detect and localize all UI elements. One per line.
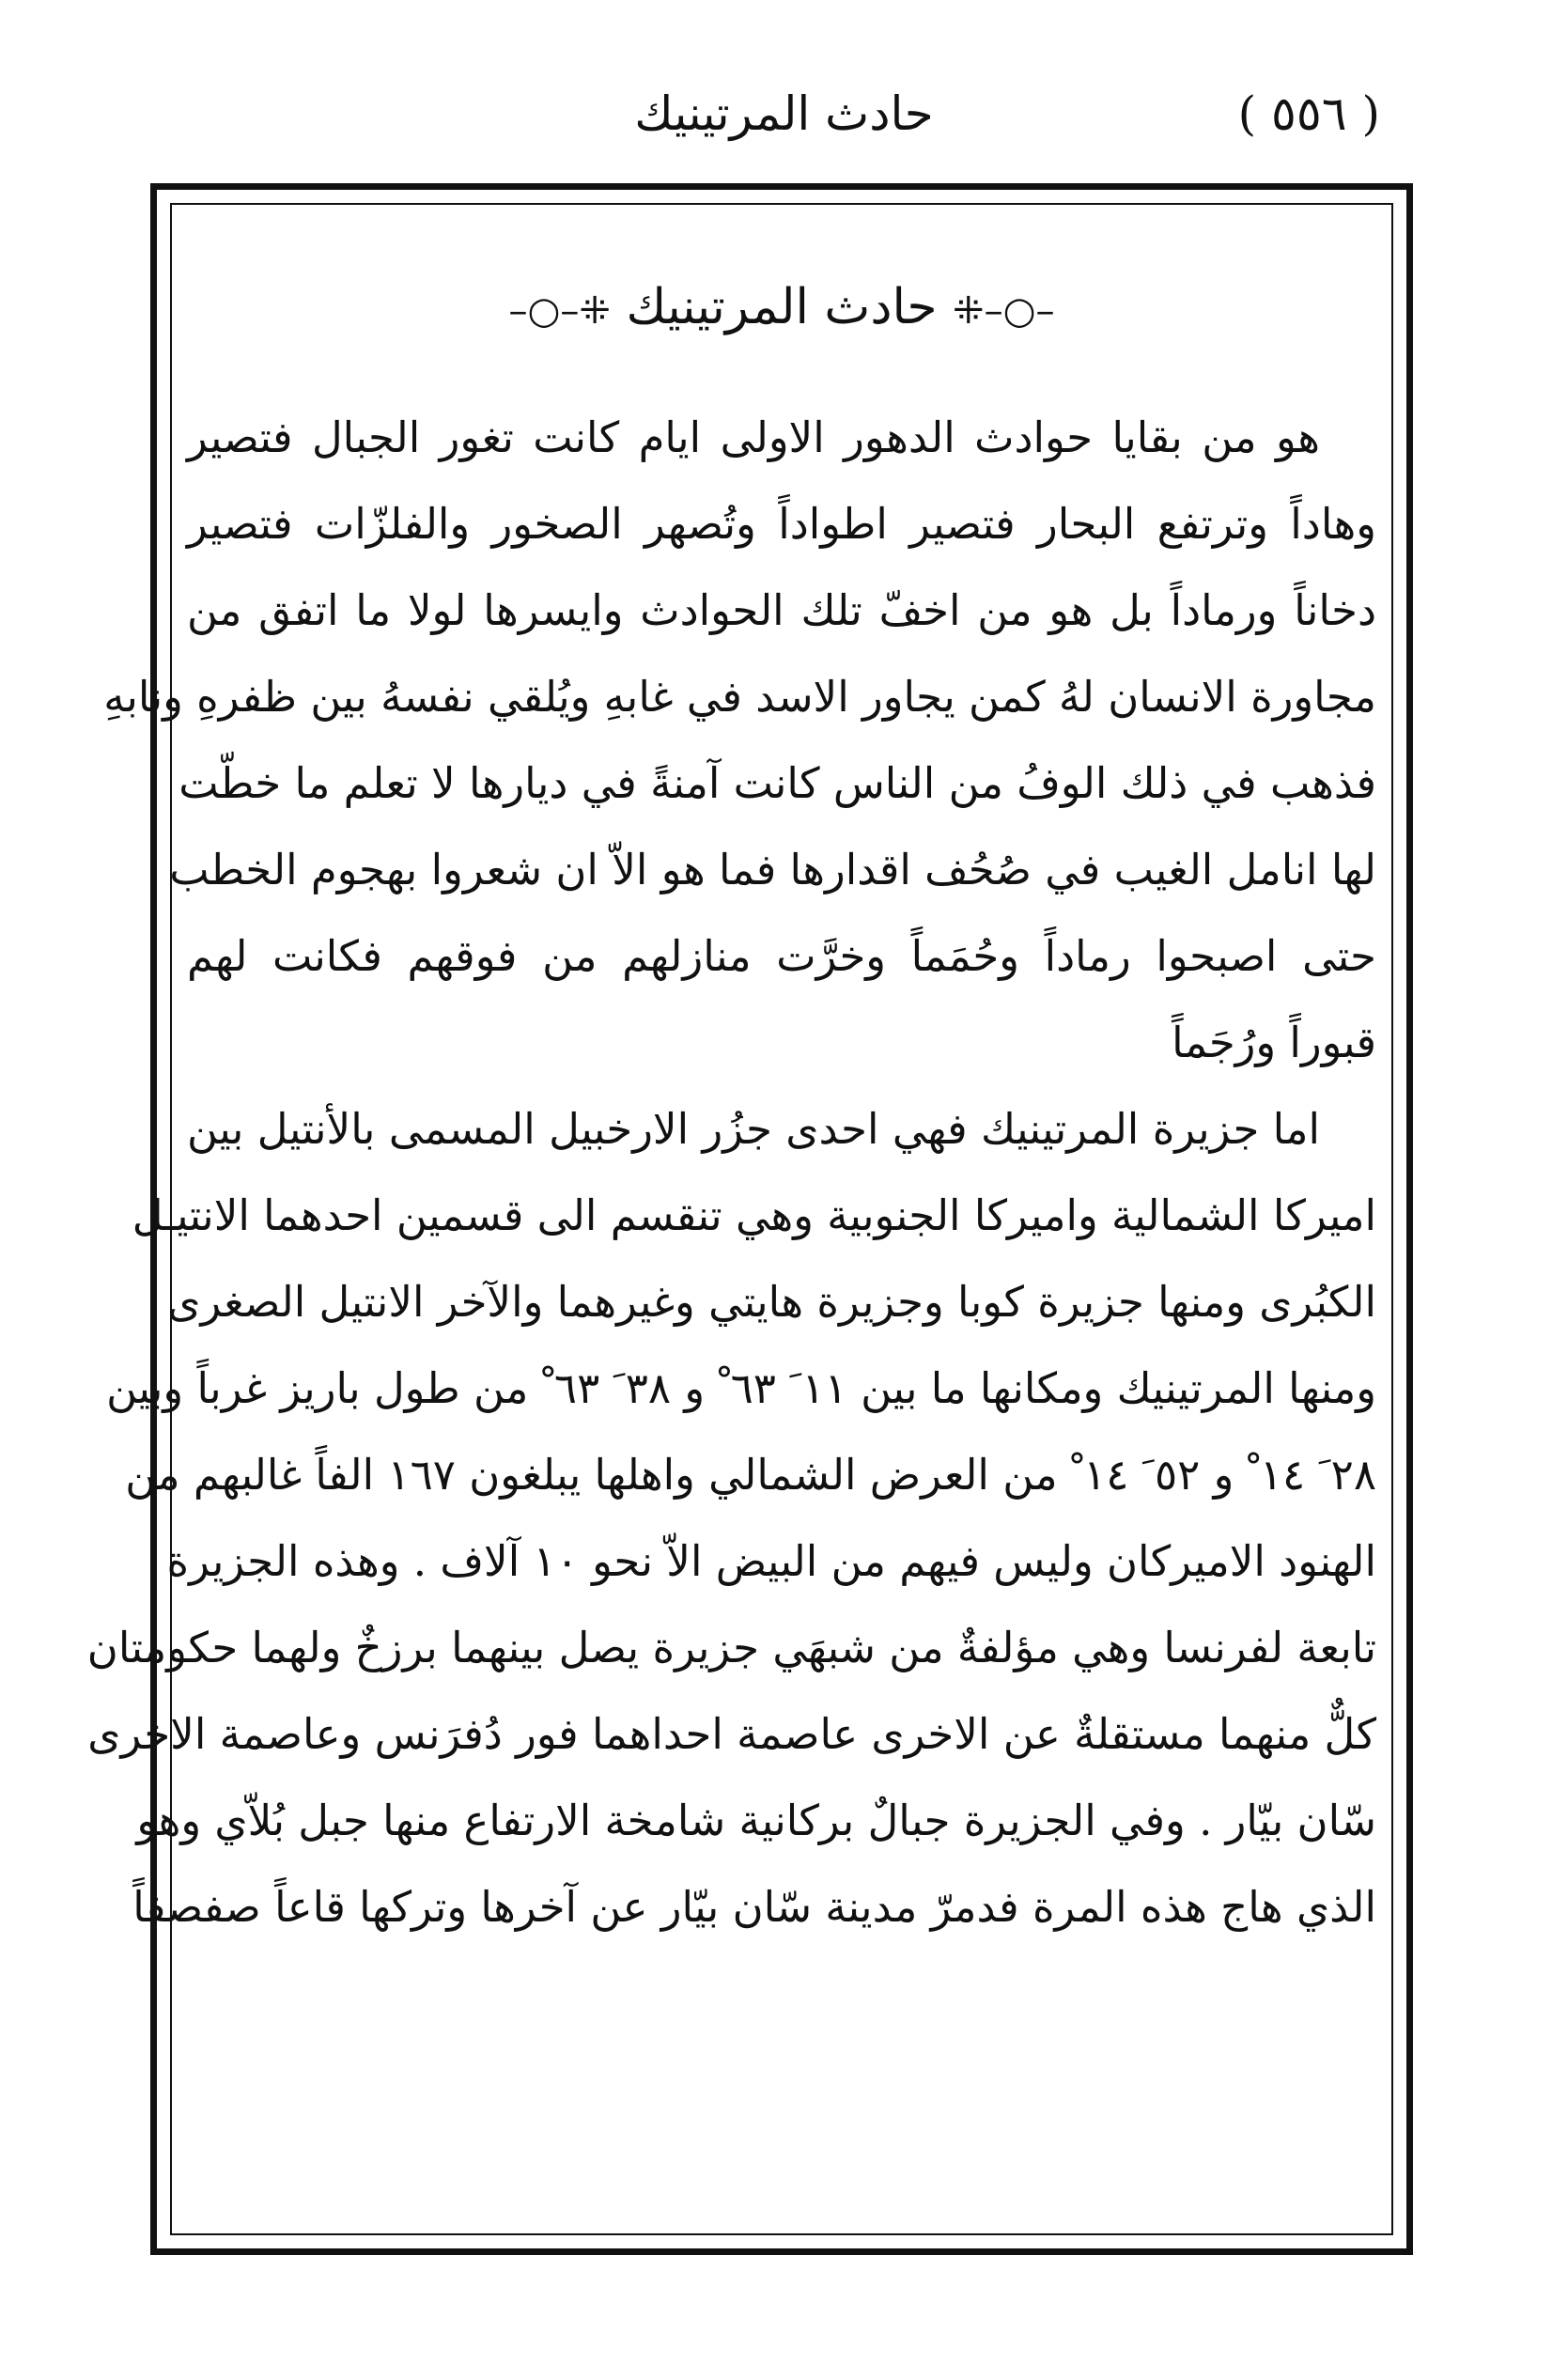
text-line: تابعة لفرنسا وهي مؤلفةٌ من شبهَي جزيرة يصل بينهما برزخٌ ولهما حكومتان <box>86 1623 1376 1672</box>
text-line: دخاناً ورماداً بل هو من اخفّ تلك الحوادث وايسرها لولا ما اتفق من <box>187 585 1376 635</box>
text-line: الكبُرى ومنها جزيرة كوبا وجزيرة هايتي وغيرهما والآخر الانتيل الصغرى <box>167 1277 1376 1327</box>
ornament-left-icon: ⁜–○– <box>508 289 611 333</box>
text-line: فذهب في ذلك الوفُ من الناس كانت آمنةً في ديارها لا تعلم ما خطّت <box>179 758 1376 808</box>
text-line: اميركا الشمالية واميركا الجنوبية وهي تنقسم الى قسمين احدهما الانتيـل <box>132 1190 1376 1240</box>
page-frame <box>86 183 1413 2255</box>
text-line: ومنها المرتينيك ومكانها ما بين ١١ َ ٦٣ ْ و ٣٨ َ ٦٣ ْ من طول باريز غرباً وبين <box>106 1363 1376 1413</box>
ornament-right-icon: –○–⁜ <box>953 289 1055 333</box>
running-title: حادث المرتينيك <box>634 86 934 141</box>
text-line: سّان بيّار . وفي الجزيرة جبالٌ بركانية شامخة الارتفاع منها جبل بُلاّي وهو <box>136 1796 1376 1845</box>
text-line: حتى اصبحوا رماداً وحُمَماً وخرَّت منازلهم من فوقهم فكانت لهم <box>187 931 1376 981</box>
text-line: لها انامل الغيب في صُحُف اقدارها فما هو الاّ ان شعروا بهجوم الخطب <box>169 845 1376 894</box>
article-heading-text: حادث المرتينيك <box>626 279 938 335</box>
text-line: قبوراً ورُجَماً <box>1172 1018 1376 1067</box>
text-line: كلٌّ منهما مستقلةٌ عن الاخرى عاصمة احداهما فور دُفرَنس وعاصمة الاخرى <box>87 1709 1376 1759</box>
text-line: مجاورة الانسان لهُ كمن يجاور الاسد في غابهِ ويُلقي نفسهُ بين ظفرهِ ونابهِ <box>103 672 1376 722</box>
page-number: ( ٥٥٦ ) <box>1237 86 1380 141</box>
text-line: ٢٨ َ ١٤ ْ و ٥٢ َ ١٤ ْ من العرض الشمالي واهلها يبلغون ١٦٧ الفاً غالبهم من <box>125 1450 1376 1500</box>
text-line: اما جزيرة المرتينيك فهي احدى جزُر الارخبيل المسمى بالأنتيل بين <box>187 1104 1320 1154</box>
text-line: وهاداً وترتفع البحار فتصير اطواداً وتُصهر الصخور والفلزّات فتصير <box>187 499 1376 549</box>
article-heading <box>157 279 1406 335</box>
article-body <box>86 395 1376 1951</box>
text-line: هو من بقايا حوادث الدهور الاولى ايام كانت تغور الجبال فتصير <box>187 412 1320 462</box>
text-line: الهنود الاميركان وليس فيهم من البيض الاّ نحو ١٠ آلاف . وهذه الجزيرة <box>166 1536 1376 1586</box>
text-line: الذي هاج هذه المرة فدمرّ مدينة سّان بيّار عن آخرها وتركها قاعاً صفصفاً <box>132 1882 1376 1932</box>
running-head <box>0 86 1568 171</box>
